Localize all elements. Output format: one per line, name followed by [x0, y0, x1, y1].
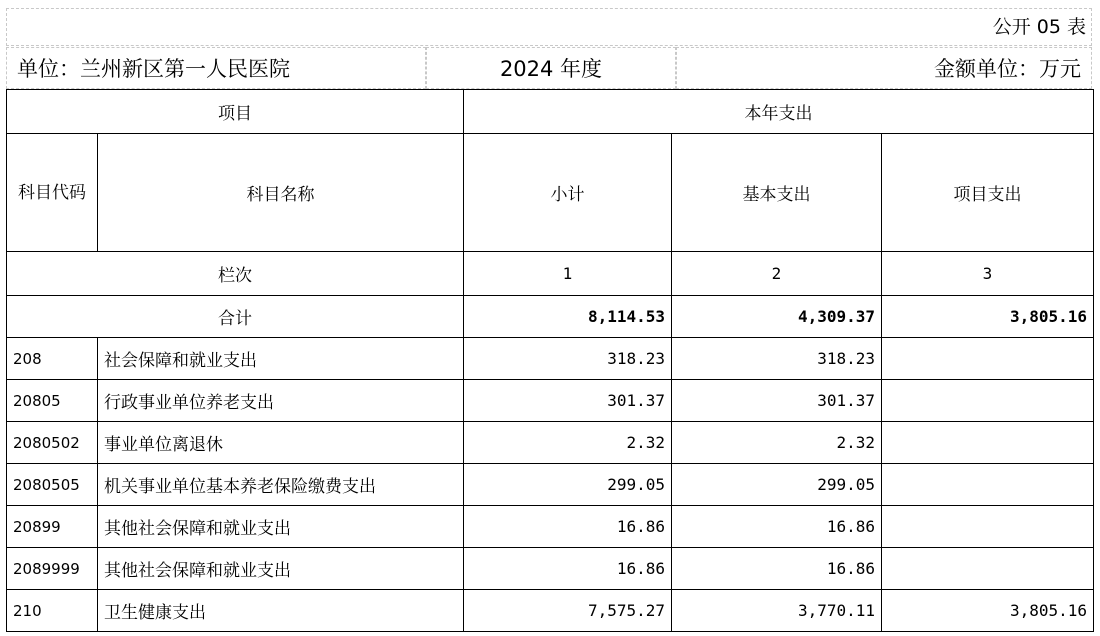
header-subtotal: 小计 [464, 134, 672, 252]
header-row-2 [7, 134, 1094, 252]
column-order-label: 栏次 [7, 252, 464, 296]
unit-info-row [6, 47, 1092, 89]
row-code: 2080502 [7, 422, 98, 464]
row-subtotal: 16.86 [464, 506, 672, 548]
row-name: 行政事业单位养老支出 [98, 380, 464, 422]
row-code: 20899 [7, 506, 98, 548]
row-project [882, 548, 1094, 590]
header-row-1 [7, 90, 1094, 134]
row-basic: 301.37 [672, 380, 882, 422]
table-row [7, 506, 1094, 548]
row-subtotal: 7,575.27 [464, 590, 672, 632]
table-row [7, 422, 1094, 464]
table-row [7, 338, 1094, 380]
row-project [882, 506, 1094, 548]
row-project: 3,805.16 [882, 590, 1094, 632]
total-subtotal: 8,114.53 [464, 296, 672, 338]
row-code: 20805 [7, 380, 98, 422]
table-row [7, 548, 1094, 590]
header-current-year-expense: 本年支出 [464, 90, 1094, 134]
table-row [7, 590, 1094, 632]
header-subject-name: 科目名称 [98, 134, 464, 252]
header-subject-code: 科目代码 [7, 134, 98, 252]
header-project-expense: 项目支出 [882, 134, 1094, 252]
row-code: 2089999 [7, 548, 98, 590]
currency-unit: 金额单位：万元 [676, 47, 1092, 89]
row-name: 社会保障和就业支出 [98, 338, 464, 380]
row-name: 机关事业单位基本养老保险缴费支出 [98, 464, 464, 506]
total-basic: 4,309.37 [672, 296, 882, 338]
table-row [7, 464, 1094, 506]
row-subtotal: 301.37 [464, 380, 672, 422]
header-basic-expense: 基本支出 [672, 134, 882, 252]
total-label: 合计 [7, 296, 464, 338]
row-basic: 3,770.11 [672, 590, 882, 632]
form-number-bar [6, 8, 1092, 46]
row-basic: 16.86 [672, 548, 882, 590]
form-number: 公开 05 表 [992, 16, 1086, 38]
row-subtotal: 318.23 [464, 338, 672, 380]
row-code: 210 [7, 590, 98, 632]
row-project [882, 380, 1094, 422]
total-row [7, 296, 1094, 338]
row-basic: 16.86 [672, 506, 882, 548]
row-basic: 299.05 [672, 464, 882, 506]
column-number-2: 2 [672, 252, 882, 296]
row-name: 其他社会保障和就业支出 [98, 506, 464, 548]
total-project: 3,805.16 [882, 296, 1094, 338]
unit-name: 单位：兰州新区第一人民医院 [6, 47, 426, 89]
row-project [882, 464, 1094, 506]
fiscal-year: 2024 年度 [426, 47, 676, 89]
row-name: 事业单位离退休 [98, 422, 464, 464]
row-basic: 2.32 [672, 422, 882, 464]
header-item: 项目 [7, 90, 464, 134]
row-subtotal: 299.05 [464, 464, 672, 506]
row-basic: 318.23 [672, 338, 882, 380]
row-subtotal: 16.86 [464, 548, 672, 590]
row-code: 2080505 [7, 464, 98, 506]
row-name: 卫生健康支出 [98, 590, 464, 632]
row-name: 其他社会保障和就业支出 [98, 548, 464, 590]
row-project [882, 338, 1094, 380]
column-order-row [7, 252, 1094, 296]
column-number-3: 3 [882, 252, 1094, 296]
column-number-1: 1 [464, 252, 672, 296]
row-subtotal: 2.32 [464, 422, 672, 464]
row-project [882, 422, 1094, 464]
table-row [7, 380, 1094, 422]
row-code: 208 [7, 338, 98, 380]
expense-table [6, 89, 1094, 632]
